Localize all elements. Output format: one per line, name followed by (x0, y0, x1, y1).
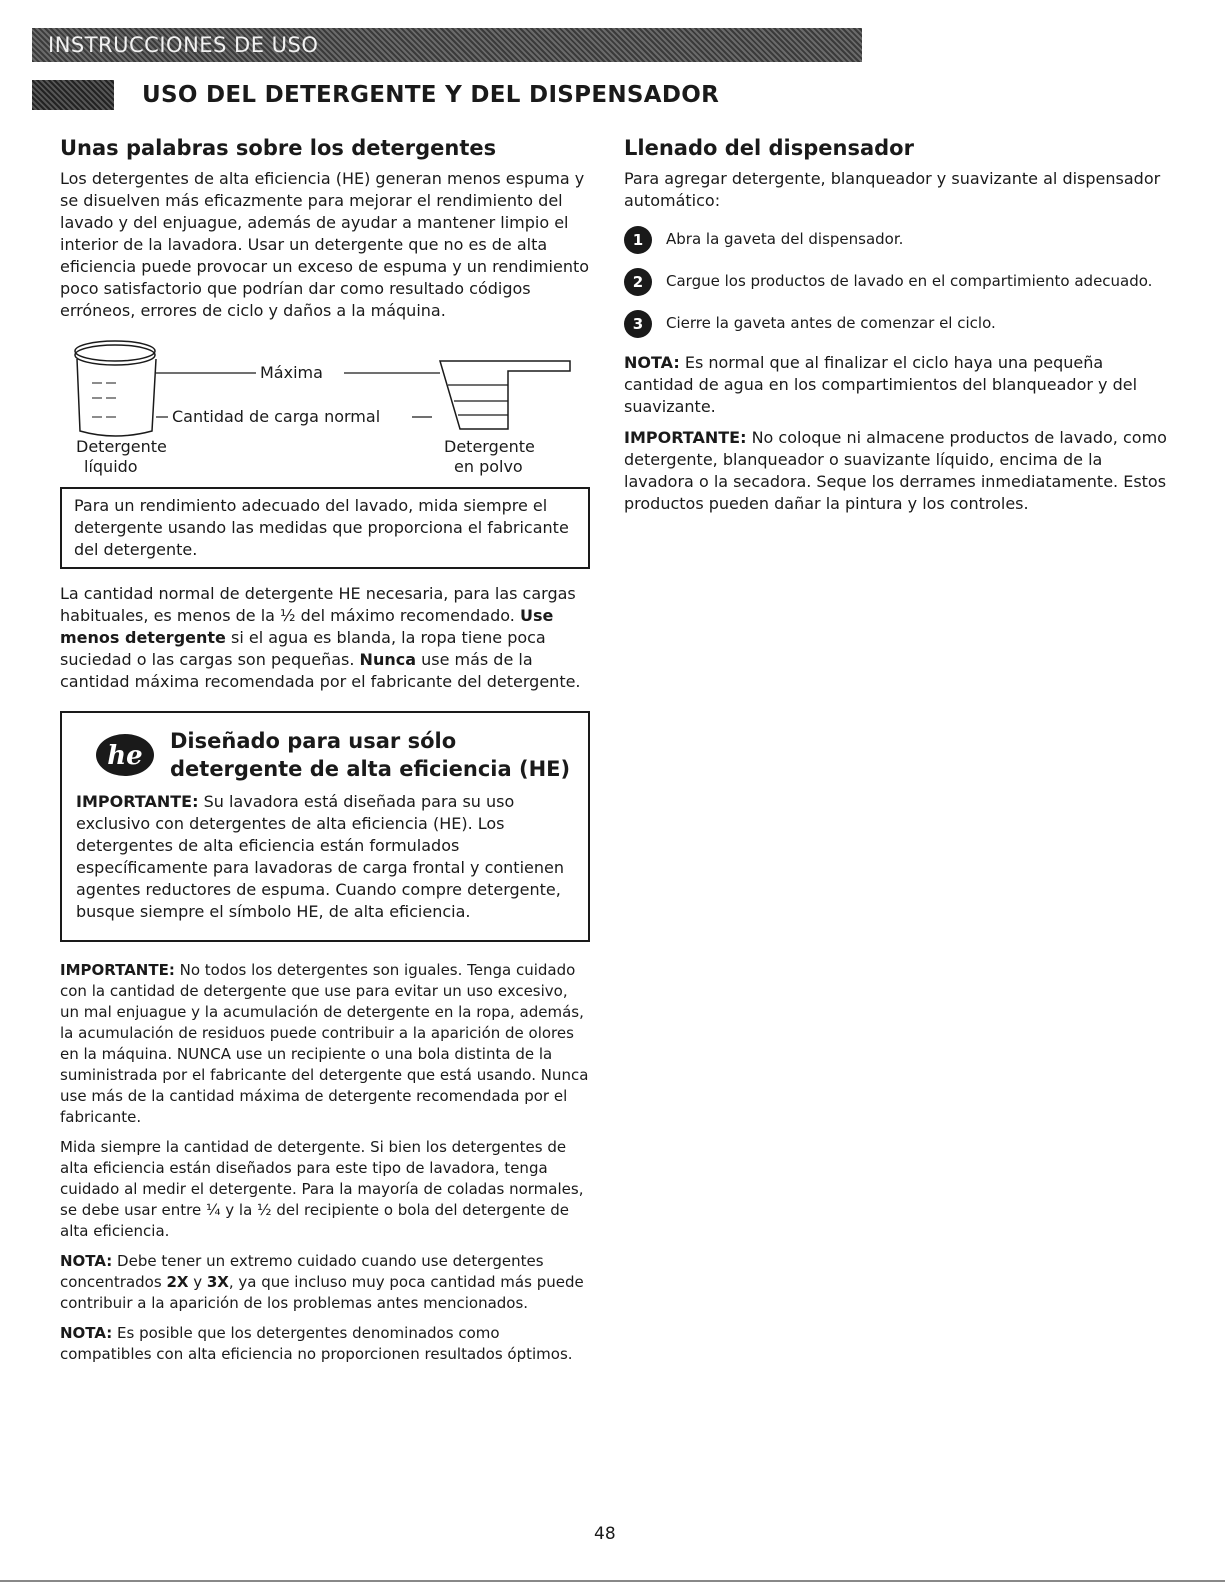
page-banner: INSTRUCCIONES DE USO (32, 28, 862, 62)
compatible-note: NOTA: Es posible que los detergentes denominados como compatibles con alta eficiencia no proporcionen resultados óptimos. (60, 1324, 573, 1363)
measure-paragraph: Mida siempre la cantidad de detergente. Si bien los detergentes de alta eficiencia están diseñados para este tipo de lavadora, tenga cuidado al medir el detergente. Para la mayoría de coladas normales, se debe usar entre ¼ y la ½ del recipiente o bola del detergente de alta eficiencia. (60, 1138, 584, 1240)
detergent-diagram (60, 331, 590, 481)
liquid-label-2: líquido (84, 457, 138, 476)
step-1 (624, 226, 1169, 254)
normal-amount-paragraph: La cantidad normal de detergente HE necesaria, para las cargas habituales, es menos de la ½ del máximo recomendado. Use menos detergente si el agua es blanda, la ropa tiene poca suciedad o las cargas son pequeñas. Nunca use más de la cantidad máxima recomendada por el fabricante del detergente. (60, 584, 581, 691)
powder-label-1: Detergente (444, 437, 535, 456)
he-box-header (76, 727, 574, 783)
normal-load-label: Cantidad de carga normal (172, 407, 381, 426)
important-paragraph: IMPORTANTE: No todos los detergentes son iguales. Tenga cuidado con la cantidad de detergente que use para evitar un uso excesivo, un mal enjuague y la acumulación de detergente en la ropa, además, la acumulación de residuos puede contribuir a la aparición de olores en la máquina. NUNCA use un recipiente o una bola distinta de la suministrada por el fabricante del detergente que está usando. Nunca use más de la cantidad máxima de detergente recomendada por el fabricante. (60, 961, 589, 1126)
left-column (60, 136, 590, 1374)
section-title: USO DEL DETERGENTE Y DEL DISPENSADOR (142, 82, 720, 108)
water-note: NOTA: Es normal que al finalizar el ciclo haya una pequeña cantidad de agua en los compartimientos del blanqueador y del suavizante. (624, 353, 1138, 416)
detergents-heading: Unas palabras sobre los detergentes (60, 136, 497, 160)
step-number-icon: 2 (624, 268, 652, 296)
page-number: 48 (594, 1524, 616, 1544)
step-number-icon: 1 (624, 226, 652, 254)
section-marker (32, 80, 114, 110)
right-column (624, 136, 1169, 524)
liquid-label-1: Detergente (76, 437, 167, 456)
section-header (32, 78, 719, 112)
step-text: Abra la gaveta del dispensador. (666, 230, 904, 248)
measure-note-box (60, 487, 590, 569)
powder-label-2: en polvo (454, 457, 523, 476)
svg-text:he: he (107, 741, 143, 771)
dispenser-heading: Llenado del dispensador (624, 136, 914, 160)
dispenser-intro: Para agregar detergente, blanqueador y suavizante al dispensador automático: (624, 169, 1161, 210)
measure-note-text: Para un rendimiento adecuado del lavado, mida siempre el detergente usando las medidas que proporciona el fabricante del detergente. (74, 496, 569, 559)
bottom-divider (0, 1580, 1225, 1582)
max-label: Máxima (260, 363, 323, 382)
detergent-warnings (60, 960, 590, 1365)
step-text: Cierre la gaveta antes de comenzar el ciclo. (666, 314, 996, 332)
step-text: Cargue los productos de lavado en el compartimiento adecuado. (666, 272, 1153, 290)
he-box-text: IMPORTANTE: Su lavadora está diseñada para su uso exclusivo con detergentes de alta eficiencia (HE). Los detergentes de alta eficiencia están formulados específicamente para lavadoras de carga frontal y contienen agentes reductores de espuma. Cuando compre detergente, busque siempre el símbolo HE, de alta eficiencia. (76, 792, 564, 921)
step-3 (624, 310, 1169, 338)
step-number-icon: 3 (624, 310, 652, 338)
storage-warning: IMPORTANTE: No coloque ni almacene productos de lavado, como detergente, blanqueador o suavizante líquido, encima de la lavadora o la secadora. Seque los derrames inmediatamente. Estos productos pueden dañar la pintura y los controles. (624, 428, 1167, 513)
he-logo-icon (94, 732, 156, 778)
step-2 (624, 268, 1169, 296)
concentrated-note: NOTA: Debe tener un extremo cuidado cuando use detergentes concentrados 2X y 3X, ya que incluso muy poca cantidad más puede contribuir a la aparición de los problemas antes mencionados. (60, 1252, 584, 1312)
detergents-intro: Los detergentes de alta eficiencia (HE) generan menos espuma y se disuelven más eficazmente para mejorar el rendimiento del lavado y del enjuague, además de ayudar a mantener limpio el interior de la lavadora. Usar un detergente que no es de alta eficiencia puede provocar un exceso de espuma y un rendimiento poco satisfactorio que podrían dar como resultado códigos erróneos, errores de ciclo y daños a la máquina. (60, 169, 590, 320)
he-box-title: Diseñado para usar sólo detergente de alta eficiencia (HE) (170, 729, 571, 781)
he-info-box (60, 711, 590, 942)
dispenser-steps (624, 226, 1169, 338)
